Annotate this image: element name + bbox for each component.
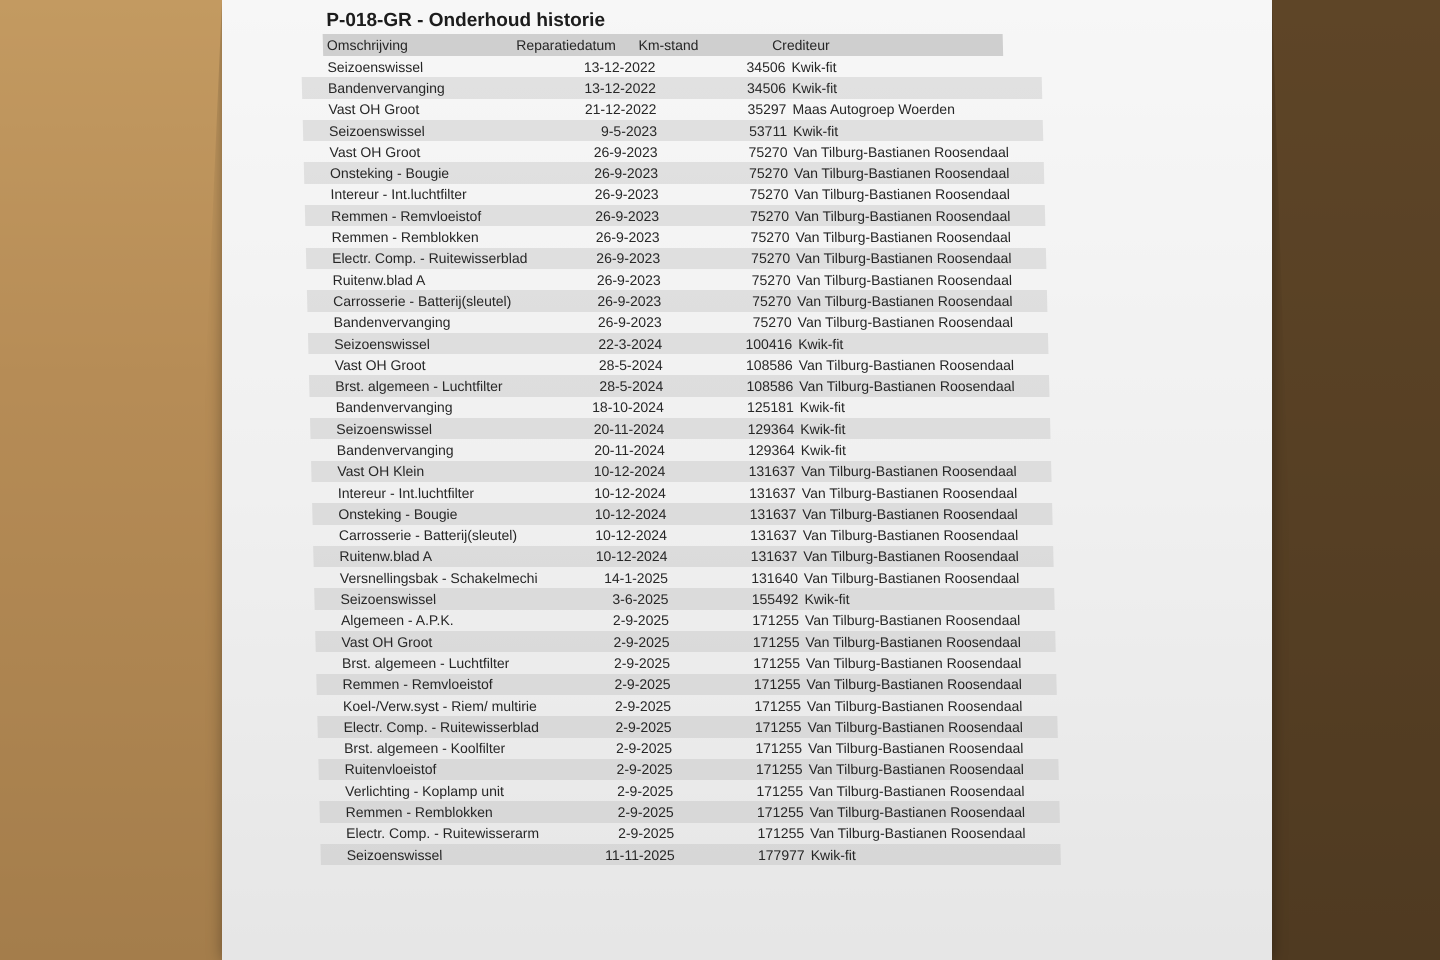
cell-omschrijving: Remmen - Remblokken: [331, 229, 479, 246]
table-row: [312, 482, 1053, 503]
cell-km-stand: 131637: [749, 527, 798, 544]
cell-crediteur: Van Tilburg-Bastianen Roosendaal: [809, 804, 1026, 821]
cell-reparatiedatum: 10-12-2024: [594, 505, 667, 522]
cell-crediteur: Van Tilburg-Bastianen Roosendaal: [801, 484, 1018, 501]
cell-crediteur: Kwik-fit: [810, 846, 857, 863]
cell-omschrijving: Brst. algemeen - Koolfilter: [343, 740, 506, 757]
cell-km-stand: 171255: [752, 633, 800, 650]
cell-km-stand: 75270: [748, 143, 788, 160]
cell-omschrijving: Vast OH Groot: [341, 633, 433, 650]
cell-km-stand: 75270: [748, 165, 789, 182]
cell-reparatiedatum: 10-12-2024: [593, 463, 666, 480]
cell-omschrijving: Remmen - Remvloeistof: [330, 207, 482, 224]
cell-omschrijving: Bandenvervanging: [333, 314, 451, 331]
cell-omschrijving: Remmen - Remblokken: [345, 804, 493, 821]
cell-km-stand: 129364: [747, 441, 795, 458]
table-row: [318, 759, 1059, 780]
cell-km-stand: 75270: [750, 229, 790, 246]
cell-reparatiedatum: 2-9-2025: [612, 612, 670, 629]
cell-reparatiedatum: 2-9-2025: [616, 761, 673, 778]
cell-crediteur: Van Tilburg-Bastianen Roosendaal: [805, 633, 1022, 650]
cell-km-stand: 75270: [751, 271, 791, 288]
table-row: [304, 162, 1045, 183]
cell-omschrijving: Vast OH Groot: [329, 143, 421, 160]
cell-reparatiedatum: 20-11-2024: [593, 420, 665, 437]
table-row: [306, 269, 1047, 290]
cell-reparatiedatum: 20-11-2024: [594, 441, 665, 458]
cell-km-stand: 155492: [751, 591, 799, 608]
table-row: [317, 716, 1058, 737]
table-row: [311, 439, 1052, 460]
table-row: [311, 461, 1052, 482]
cell-reparatiedatum: 2-9-2025: [615, 718, 672, 735]
table-row: [319, 801, 1060, 822]
cell-crediteur: Van Tilburg-Bastianen Roosendaal: [797, 314, 1014, 331]
cell-km-stand: 75270: [752, 292, 792, 309]
cell-omschrijving: Vast OH Klein: [337, 463, 425, 480]
cell-crediteur: Van Tilburg-Bastianen Roosendaal: [806, 697, 1023, 714]
cell-reparatiedatum: 21-12-2022: [584, 101, 657, 118]
table-row: [308, 333, 1049, 354]
cell-reparatiedatum: 13-12-2022: [583, 58, 656, 75]
cell-crediteur: Van Tilburg-Bastianen Roosendaal: [804, 612, 1021, 629]
cell-reparatiedatum: 9-5-2023: [600, 122, 658, 139]
cell-omschrijving: Carrosserie - Batterij(sleutel): [338, 527, 518, 544]
cell-km-stand: 34506: [746, 58, 786, 75]
cell-crediteur: Van Tilburg-Bastianen Roosendaal: [803, 548, 1019, 565]
cell-km-stand: 171255: [755, 740, 803, 757]
cell-reparatiedatum: 10-12-2024: [594, 484, 667, 501]
cell-km-stand: 171255: [756, 804, 804, 821]
cell-km-stand: 53711: [748, 122, 788, 139]
cell-reparatiedatum: 2-9-2025: [617, 804, 674, 821]
cell-km-stand: 100416: [745, 335, 793, 352]
cell-reparatiedatum: 2-9-2025: [616, 782, 674, 799]
table-row: [308, 354, 1049, 375]
cell-crediteur: Van Tilburg-Bastianen Roosendaal: [803, 569, 1020, 586]
cell-km-stand: 171255: [754, 697, 802, 714]
cell-km-stand: 108586: [745, 356, 793, 373]
cell-reparatiedatum: 10-12-2024: [595, 527, 668, 544]
cell-omschrijving: Electr. Comp. - Ruitewisserblad: [343, 718, 540, 735]
cell-crediteur: Kwik-fit: [791, 58, 837, 75]
table-row: [304, 184, 1045, 205]
cell-crediteur: Kwik-fit: [800, 441, 847, 458]
table-row: [310, 418, 1051, 439]
cell-omschrijving: Bandenvervanging: [335, 399, 453, 416]
table-row: [314, 567, 1055, 588]
cell-crediteur: Van Tilburg-Bastianen Roosendaal: [802, 505, 1018, 522]
cell-crediteur: Van Tilburg-Bastianen Roosendaal: [805, 654, 1022, 671]
cell-crediteur: Van Tilburg-Bastianen Roosendaal: [794, 207, 1011, 224]
cell-km-stand: 129364: [747, 420, 795, 437]
table-row: [317, 695, 1058, 716]
table-row: [309, 375, 1050, 396]
cell-reparatiedatum: 26-9-2023: [593, 143, 658, 160]
cell-crediteur: Van Tilburg-Bastianen Roosendaal: [807, 718, 1024, 735]
table-header-row: [323, 34, 1004, 56]
cell-reparatiedatum: 26-9-2023: [595, 229, 660, 246]
cell-crediteur: Van Tilburg-Bastianen Roosendaal: [798, 356, 1015, 373]
cell-omschrijving: Onsteking - Bougie: [329, 165, 450, 182]
cell-reparatiedatum: 26-9-2023: [597, 314, 662, 331]
cell-omschrijving: Ruitenvloeistof: [344, 761, 437, 778]
cell-reparatiedatum: 2-9-2025: [614, 697, 672, 714]
cell-omschrijving: Onsteking - Bougie: [338, 505, 458, 522]
table-row: [305, 205, 1046, 226]
table-row: [303, 141, 1044, 162]
cell-omschrijving: Algemeen - A.P.K.: [340, 612, 454, 629]
cell-km-stand: 171255: [757, 825, 805, 842]
cell-omschrijving: Brst. algemeen - Luchtfilter: [335, 378, 503, 395]
cell-reparatiedatum: 26-9-2023: [597, 292, 662, 309]
cell-km-stand: 171255: [756, 782, 804, 799]
cell-omschrijving: Seizoenswissel: [328, 122, 425, 139]
cell-km-stand: 75270: [750, 250, 791, 267]
table-row: [318, 738, 1059, 759]
cell-km-stand: 75270: [752, 314, 792, 331]
cell-reparatiedatum: 11-11-2025: [604, 846, 675, 863]
table-row: [320, 844, 1061, 865]
cell-omschrijving: Seizoenswissel: [327, 58, 424, 75]
cell-omschrijving: Seizoenswissel: [346, 846, 443, 863]
table-body: [301, 56, 1061, 865]
cell-reparatiedatum: 13-12-2022: [584, 79, 657, 96]
table-row: [316, 652, 1057, 673]
cell-crediteur: Van Tilburg-Bastianen Roosendaal: [806, 676, 1023, 693]
column-header-crediteur: Crediteur: [771, 37, 830, 53]
table-row: [306, 248, 1047, 269]
table-row: [303, 120, 1044, 141]
cell-reparatiedatum: 18-10-2024: [591, 399, 664, 416]
cell-omschrijving: Intereur - Int.luchtfilter: [330, 186, 467, 203]
table-row: [316, 674, 1057, 695]
cell-omschrijving: Versnellingsbak - Schakelmechi: [339, 569, 538, 586]
cell-km-stand: 108586: [746, 378, 794, 395]
maintenance-history-document: [300, 8, 1061, 865]
cell-crediteur: Maas Autogroep Woerden: [792, 101, 956, 118]
cell-crediteur: Van Tilburg-Bastianen Roosendaal: [807, 740, 1024, 757]
document-title: P-018-GR - Onderhoud historie: [326, 10, 606, 31]
cell-omschrijving: Ruitenw.blad A: [332, 271, 426, 288]
cell-km-stand: 131637: [749, 505, 797, 522]
table-row: [319, 780, 1060, 801]
cell-reparatiedatum: 10-12-2024: [595, 548, 668, 565]
cell-omschrijving: Seizoenswissel: [336, 420, 433, 437]
cell-km-stand: 125181: [746, 399, 794, 416]
table-row: [315, 631, 1056, 652]
cell-crediteur: Van Tilburg-Bastianen Roosendaal: [802, 527, 1019, 544]
cell-km-stand: 131637: [748, 463, 796, 480]
cell-crediteur: Kwik-fit: [791, 79, 838, 96]
cell-omschrijving: Bandenvervanging: [336, 441, 454, 458]
cell-reparatiedatum: 2-9-2025: [617, 825, 675, 842]
cell-omschrijving: Carrosserie - Batterij(sleutel): [332, 292, 512, 309]
cell-crediteur: Kwik-fit: [800, 420, 846, 437]
cell-crediteur: Van Tilburg-Bastianen Roosendaal: [795, 250, 1012, 267]
cell-reparatiedatum: 28-5-2024: [598, 356, 663, 373]
cell-omschrijving: Vast OH Groot: [334, 356, 426, 373]
cell-km-stand: 131637: [750, 548, 798, 565]
cell-km-stand: 171255: [754, 718, 802, 735]
table-row: [312, 503, 1053, 524]
cell-crediteur: Kwik-fit: [792, 122, 839, 139]
cell-reparatiedatum: 26-9-2023: [595, 207, 660, 224]
cell-crediteur: Van Tilburg-Bastianen Roosendaal: [793, 143, 1010, 160]
cell-omschrijving: Verlichting - Koplamp unit: [344, 782, 505, 799]
cell-omschrijving: Bandenvervanging: [327, 79, 445, 96]
column-header-omschrijving: Omschrijving: [326, 37, 409, 53]
cell-reparatiedatum: 2-9-2025: [613, 633, 670, 650]
cell-crediteur: Van Tilburg-Bastianen Roosendaal: [809, 825, 1026, 842]
cell-crediteur: Van Tilburg-Bastianen Roosendaal: [808, 761, 1025, 778]
cell-reparatiedatum: 26-9-2023: [596, 271, 661, 288]
maintenance-table: [301, 34, 1061, 865]
cell-crediteur: Van Tilburg-Bastianen Roosendaal: [799, 378, 1015, 395]
cell-reparatiedatum: 22-3-2024: [598, 335, 663, 352]
cell-omschrijving: Intereur - Int.luchtfilter: [337, 484, 475, 501]
cell-reparatiedatum: 2-9-2025: [614, 676, 671, 693]
table-row: [302, 99, 1043, 120]
cell-km-stand: 75270: [749, 186, 789, 203]
cell-crediteur: Van Tilburg-Bastianen Roosendaal: [808, 782, 1025, 799]
table-row: [310, 397, 1051, 418]
cell-crediteur: Van Tilburg-Bastianen Roosendaal: [801, 463, 1017, 480]
column-header-km-stand: Km-stand: [638, 37, 699, 53]
cell-crediteur: Van Tilburg-Bastianen Roosendaal: [796, 271, 1013, 288]
cell-reparatiedatum: 14-1-2025: [603, 569, 669, 586]
cell-km-stand: 171255: [755, 761, 803, 778]
cell-km-stand: 177977: [757, 846, 805, 863]
table-row: [307, 290, 1048, 311]
cell-reparatiedatum: 26-9-2023: [596, 250, 661, 267]
cell-km-stand: 75270: [749, 207, 790, 224]
table-row: [302, 77, 1043, 98]
cell-omschrijving: Electr. Comp. - Ruitewisserarm: [345, 825, 540, 842]
table-row: [307, 312, 1048, 333]
desk-surface-right: [1270, 0, 1440, 960]
cell-crediteur: Kwik-fit: [799, 399, 846, 416]
table-row: [301, 56, 1042, 77]
cell-crediteur: Van Tilburg-Bastianen Roosendaal: [793, 165, 1010, 182]
cell-km-stand: 35297: [747, 101, 787, 118]
cell-omschrijving: Brst. algemeen - Luchtfilter: [341, 654, 510, 671]
cell-reparatiedatum: 2-9-2025: [615, 740, 673, 757]
cell-omschrijving: Ruitenw.blad A: [339, 548, 433, 565]
cell-km-stand: 34506: [746, 79, 787, 96]
table-row: [314, 588, 1055, 609]
cell-km-stand: 171255: [752, 612, 800, 629]
cell-reparatiedatum: 2-9-2025: [613, 654, 671, 671]
cell-crediteur: Kwik-fit: [798, 335, 844, 352]
cell-km-stand: 131640: [751, 569, 799, 586]
cell-reparatiedatum: 26-9-2023: [594, 165, 659, 182]
column-header-reparatiedatum: Reparatiedatum: [516, 37, 617, 53]
table-row: [313, 525, 1054, 546]
cell-km-stand: 131637: [748, 484, 797, 501]
cell-omschrijving: Seizoenswissel: [334, 335, 431, 352]
cell-omschrijving: Vast OH Groot: [328, 101, 420, 118]
table-row: [305, 226, 1046, 247]
cell-crediteur: Van Tilburg-Bastianen Roosendaal: [795, 229, 1012, 246]
cell-omschrijving: Koel-/Verw.syst - Riem/ multirie: [342, 697, 537, 714]
cell-crediteur: Kwik-fit: [804, 591, 850, 608]
table-row: [320, 823, 1061, 844]
cell-km-stand: 171255: [753, 654, 801, 671]
cell-crediteur: Van Tilburg-Bastianen Roosendaal: [796, 292, 1013, 309]
cell-reparatiedatum: 28-5-2024: [599, 378, 664, 395]
cell-reparatiedatum: 26-9-2023: [594, 186, 659, 203]
cell-reparatiedatum: 3-6-2025: [612, 591, 669, 608]
desk-surface-left: [0, 0, 225, 960]
cell-omschrijving: Electr. Comp. - Ruitewisserblad: [331, 250, 528, 267]
table-row: [313, 546, 1054, 567]
cell-crediteur: Van Tilburg-Bastianen Roosendaal: [794, 186, 1011, 203]
cell-omschrijving: Seizoenswissel: [340, 591, 437, 608]
table-row: [315, 610, 1056, 631]
cell-km-stand: 171255: [753, 676, 801, 693]
cell-omschrijving: Remmen - Remvloeistof: [342, 676, 493, 693]
